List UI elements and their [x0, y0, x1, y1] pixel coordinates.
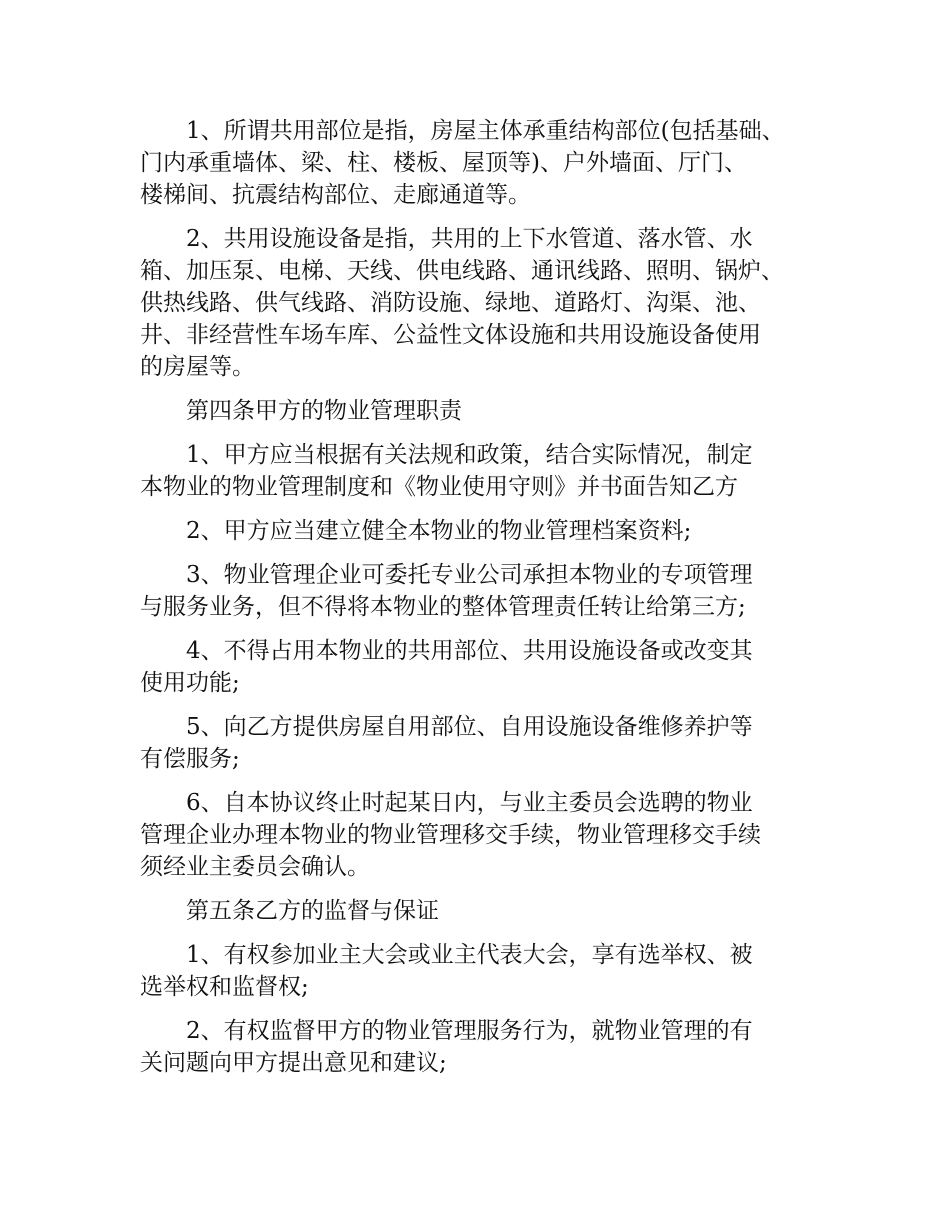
clause-paragraph [140, 939, 840, 1003]
clause-paragraph [140, 223, 840, 383]
paragraph-line: 4、不得占用本物业的共用部位、共用设施设备或改变其 [186, 638, 753, 664]
paragraph-line: 门内承重墙体、梁、柱、楼板、屋顶等)、户外墙面、厅门、 [140, 150, 747, 176]
paragraph-line: 楼梯间、抗震结构部位、走廊通道等。 [140, 182, 531, 208]
clause-paragraph [140, 515, 840, 547]
paragraph-line: 3、物业管理企业可委托专业公司承担本物业的专项管理 [186, 562, 753, 588]
clause-paragraph [140, 787, 840, 883]
paragraph-line: 箱、加压泵、电梯、天线、供电线路、通讯线路、照明、锅炉、 [140, 258, 784, 284]
paragraph-line: 本物业的物业管理制度和《物业使用守则》并书面告知乙方 [140, 474, 738, 500]
clause-paragraph [140, 635, 840, 699]
paragraph-line: 的房屋等。 [140, 354, 255, 380]
paragraph-line: 须经业主委员会确认。 [140, 854, 370, 880]
paragraph-line: 与服务业务，但不得将本物业的整体管理责任转让给第三方; [140, 594, 746, 620]
paragraph-line: 供热线路、供气线路、消防设施、绿地、道路灯、沟渠、池、 [140, 290, 761, 316]
paragraph-line: 2、共用设施设备是指，共用的上下水管道、落水管、水 [186, 226, 753, 252]
paragraph-line: 关问题向甲方提出意见和建议; [140, 1050, 447, 1076]
document-body [140, 115, 840, 1091]
paragraph-line: 选举权和监督权; [140, 974, 309, 1000]
paragraph-line: 管理企业办理本物业的物业管理移交手续，物业管理移交手续 [140, 822, 761, 848]
paragraph-line: 井、非经营性车场车库、公益性文体设施和共用设施设备使用 [140, 322, 761, 348]
paragraph-line: 使用功能; [140, 670, 240, 696]
clause-paragraph [140, 115, 840, 211]
section-heading [140, 895, 840, 927]
paragraph-line: 1、甲方应当根据有关法规和政策，结合实际情况，制定 [186, 442, 753, 468]
clause-paragraph [140, 439, 840, 503]
section-heading-text: 第四条甲方的物业管理职责 [186, 398, 462, 424]
paragraph-line: 有偿服务; [140, 746, 240, 772]
section-heading [140, 395, 840, 427]
paragraph-line: 2、有权监督甲方的物业管理服务行为，就物业管理的有 [186, 1018, 753, 1044]
paragraph-line: 1、有权参加业主大会或业主代表大会，享有选举权、被 [186, 942, 753, 968]
paragraph-line: 1、所谓共用部位是指，房屋主体承重结构部位(包括基础、 [186, 118, 785, 144]
paragraph-line: 6、自本协议终止时起某日内，与业主委员会选聘的物业 [186, 790, 753, 816]
section-heading-text: 第五条乙方的监督与保证 [186, 898, 439, 924]
clause-paragraph [140, 711, 840, 775]
clause-paragraph [140, 1015, 840, 1079]
paragraph-line: 5、向乙方提供房屋自用部位、自用设施设备维修养护等 [186, 714, 753, 740]
clause-paragraph [140, 559, 840, 623]
paragraph-line: 2、甲方应当建立健全本物业的物业管理档案资料; [186, 518, 692, 544]
